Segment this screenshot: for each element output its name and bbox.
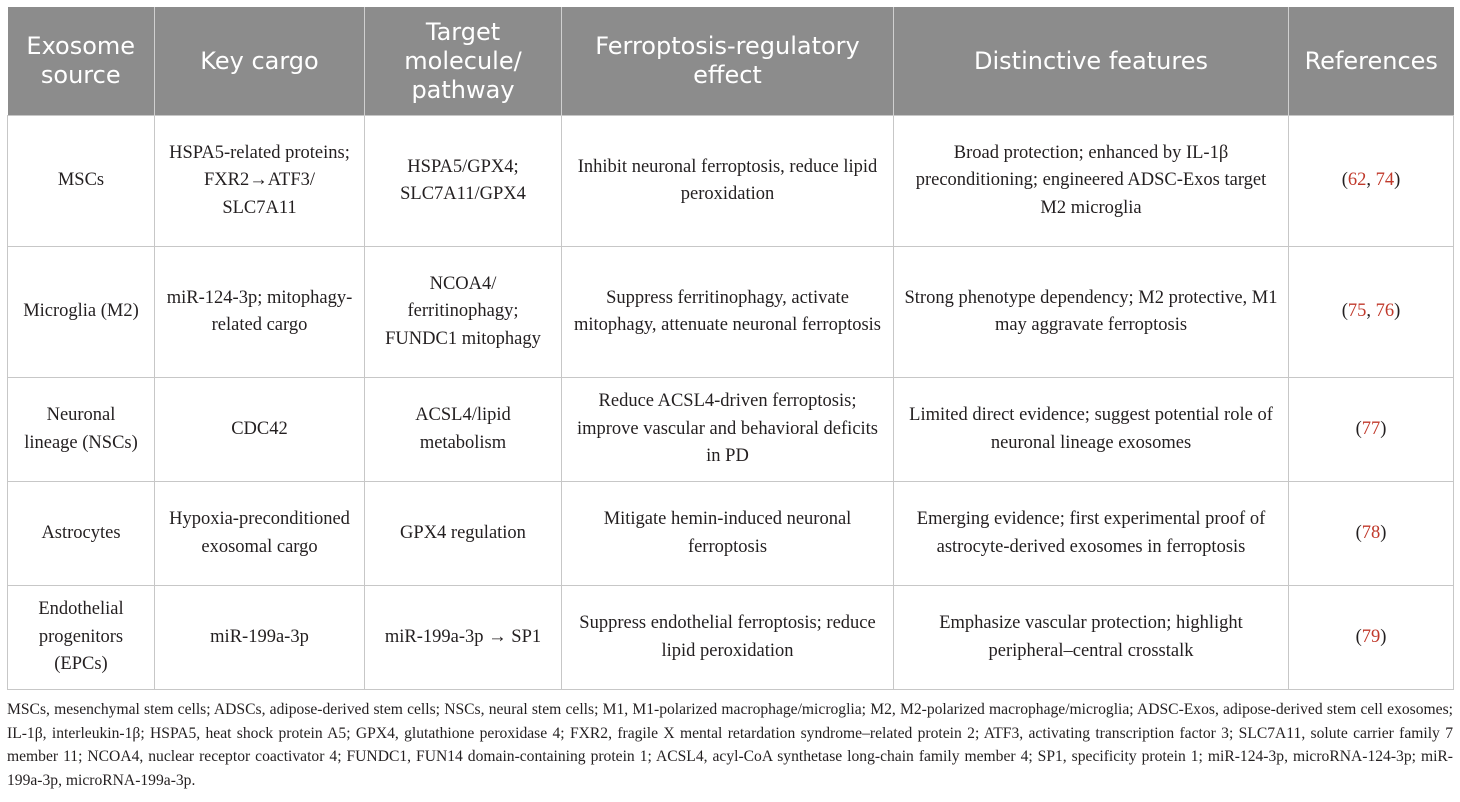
reference-link[interactable]: 76 [1375, 301, 1395, 322]
cell-target: GPX4 regulation [365, 482, 562, 586]
table-row [8, 586, 1454, 690]
cell-cargo: CDC42 [155, 378, 365, 482]
table-row [8, 482, 1454, 586]
cell-cargo: Hypoxia-preconditioned exosomal cargo [155, 482, 365, 586]
header-exosome-source: Exosome source [8, 7, 155, 116]
reference-link[interactable]: 79 [1361, 626, 1381, 647]
cell-source: Microglia (M2) [8, 247, 155, 378]
cell-target: NCOA4/ ferritinophagy; FUNDC1 mitophagy [365, 247, 562, 378]
cell-cargo: HSPA5-related proteins; FXR2→ATF3/ SLC7A11 [155, 116, 365, 247]
cell-target: HSPA5/GPX4; SLC7A11/GPX4 [365, 116, 562, 247]
cell-cargo: miR-124-3p; mitophagy-related cargo [155, 247, 365, 378]
table-header-row [8, 7, 1454, 116]
cell-source: Astrocytes [8, 482, 155, 586]
reference-link[interactable]: 75 [1347, 301, 1367, 322]
cell-references: (79) [1289, 586, 1454, 690]
cell-source: Neuronal lineage (NSCs) [8, 378, 155, 482]
cell-cargo: miR-199a-3p [155, 586, 365, 690]
cell-references: (75, 76) [1289, 247, 1454, 378]
header-references: References [1289, 7, 1454, 116]
table-row [8, 116, 1454, 247]
table-body [8, 116, 1454, 690]
exosome-ferroptosis-table [7, 7, 1454, 690]
header-key-cargo: Key cargo [155, 7, 365, 116]
cell-effect: Mitigate hemin-induced neuronal ferroptosis [562, 482, 894, 586]
cell-target: miR-199a-3p → SP1 [365, 586, 562, 690]
reference-link[interactable]: 78 [1361, 522, 1381, 543]
cell-effect: Suppress endothelial ferroptosis; reduce lipid peroxidation [562, 586, 894, 690]
table-row [8, 378, 1454, 482]
cell-references: (78) [1289, 482, 1454, 586]
cell-effect: Inhibit neuronal ferroptosis, reduce lipid peroxidation [562, 116, 894, 247]
cell-references: (77) [1289, 378, 1454, 482]
cell-features: Limited direct evidence; suggest potential role of neuronal lineage exosomes [894, 378, 1289, 482]
table-row [8, 247, 1454, 378]
reference-link[interactable]: 62 [1347, 170, 1367, 191]
cell-features: Broad protection; enhanced by IL-1β preconditioning; engineered ADSC-Exos target M2 microglia [894, 116, 1289, 247]
header-target-pathway: Target molecule/ pathway [365, 7, 562, 116]
cell-target: ACSL4/lipid metabolism [365, 378, 562, 482]
cell-source: Endothelial progenitors (EPCs) [8, 586, 155, 690]
table-footnote: MSCs, mesenchymal stem cells; ADSCs, adipose-derived stem cells; NSCs, neural stem cells; M1, M1-polarized macrophage/microglia; M2, M2-polarized macrophage/microglia; ADSC-Exos, adipose-derived stem cell exosomes; IL-1β, interleukin-1β; HSPA5, heat shock protein A5; GPX4, glutathione peroxidase 4; FXR2, fragile X mental retardation syndrome–related protein 2; ATF3, activating transcription factor 3; SLC7A11, solute carrier family 7 member 11; NCOA4, nuclear receptor coactivator 4; FUNDC1, FUN14 domain-containing protein 1; ACSL4, acyl-CoA synthetase long-chain family member 4; SP1, specificity protein 1; miR-124-3p, microRNA-124-3p; miR-199a-3p, microRNA-199a-3p. [7, 701, 1453, 789]
header-distinctive-features: Distinctive features [894, 7, 1289, 116]
cell-references: (62, 74) [1289, 116, 1454, 247]
reference-link[interactable]: 74 [1375, 170, 1395, 191]
exosome-table-container [7, 7, 1453, 690]
reference-link[interactable]: 77 [1361, 418, 1381, 439]
cell-effect: Reduce ACSL4-driven ferroptosis; improve vascular and behavioral deficits in PD [562, 378, 894, 482]
cell-features: Strong phenotype dependency; M2 protective, M1 may aggravate ferroptosis [894, 247, 1289, 378]
cell-features: Emphasize vascular protection; highlight peripheral–central crosstalk [894, 586, 1289, 690]
header-ferroptosis-effect: Ferroptosis-regulatory effect [562, 7, 894, 116]
cell-effect: Suppress ferritinophagy, activate mitophagy, attenuate neuronal ferroptosis [562, 247, 894, 378]
cell-features: Emerging evidence; first experimental proof of astrocyte-derived exosomes in ferroptosis [894, 482, 1289, 586]
cell-source: MSCs [8, 116, 155, 247]
